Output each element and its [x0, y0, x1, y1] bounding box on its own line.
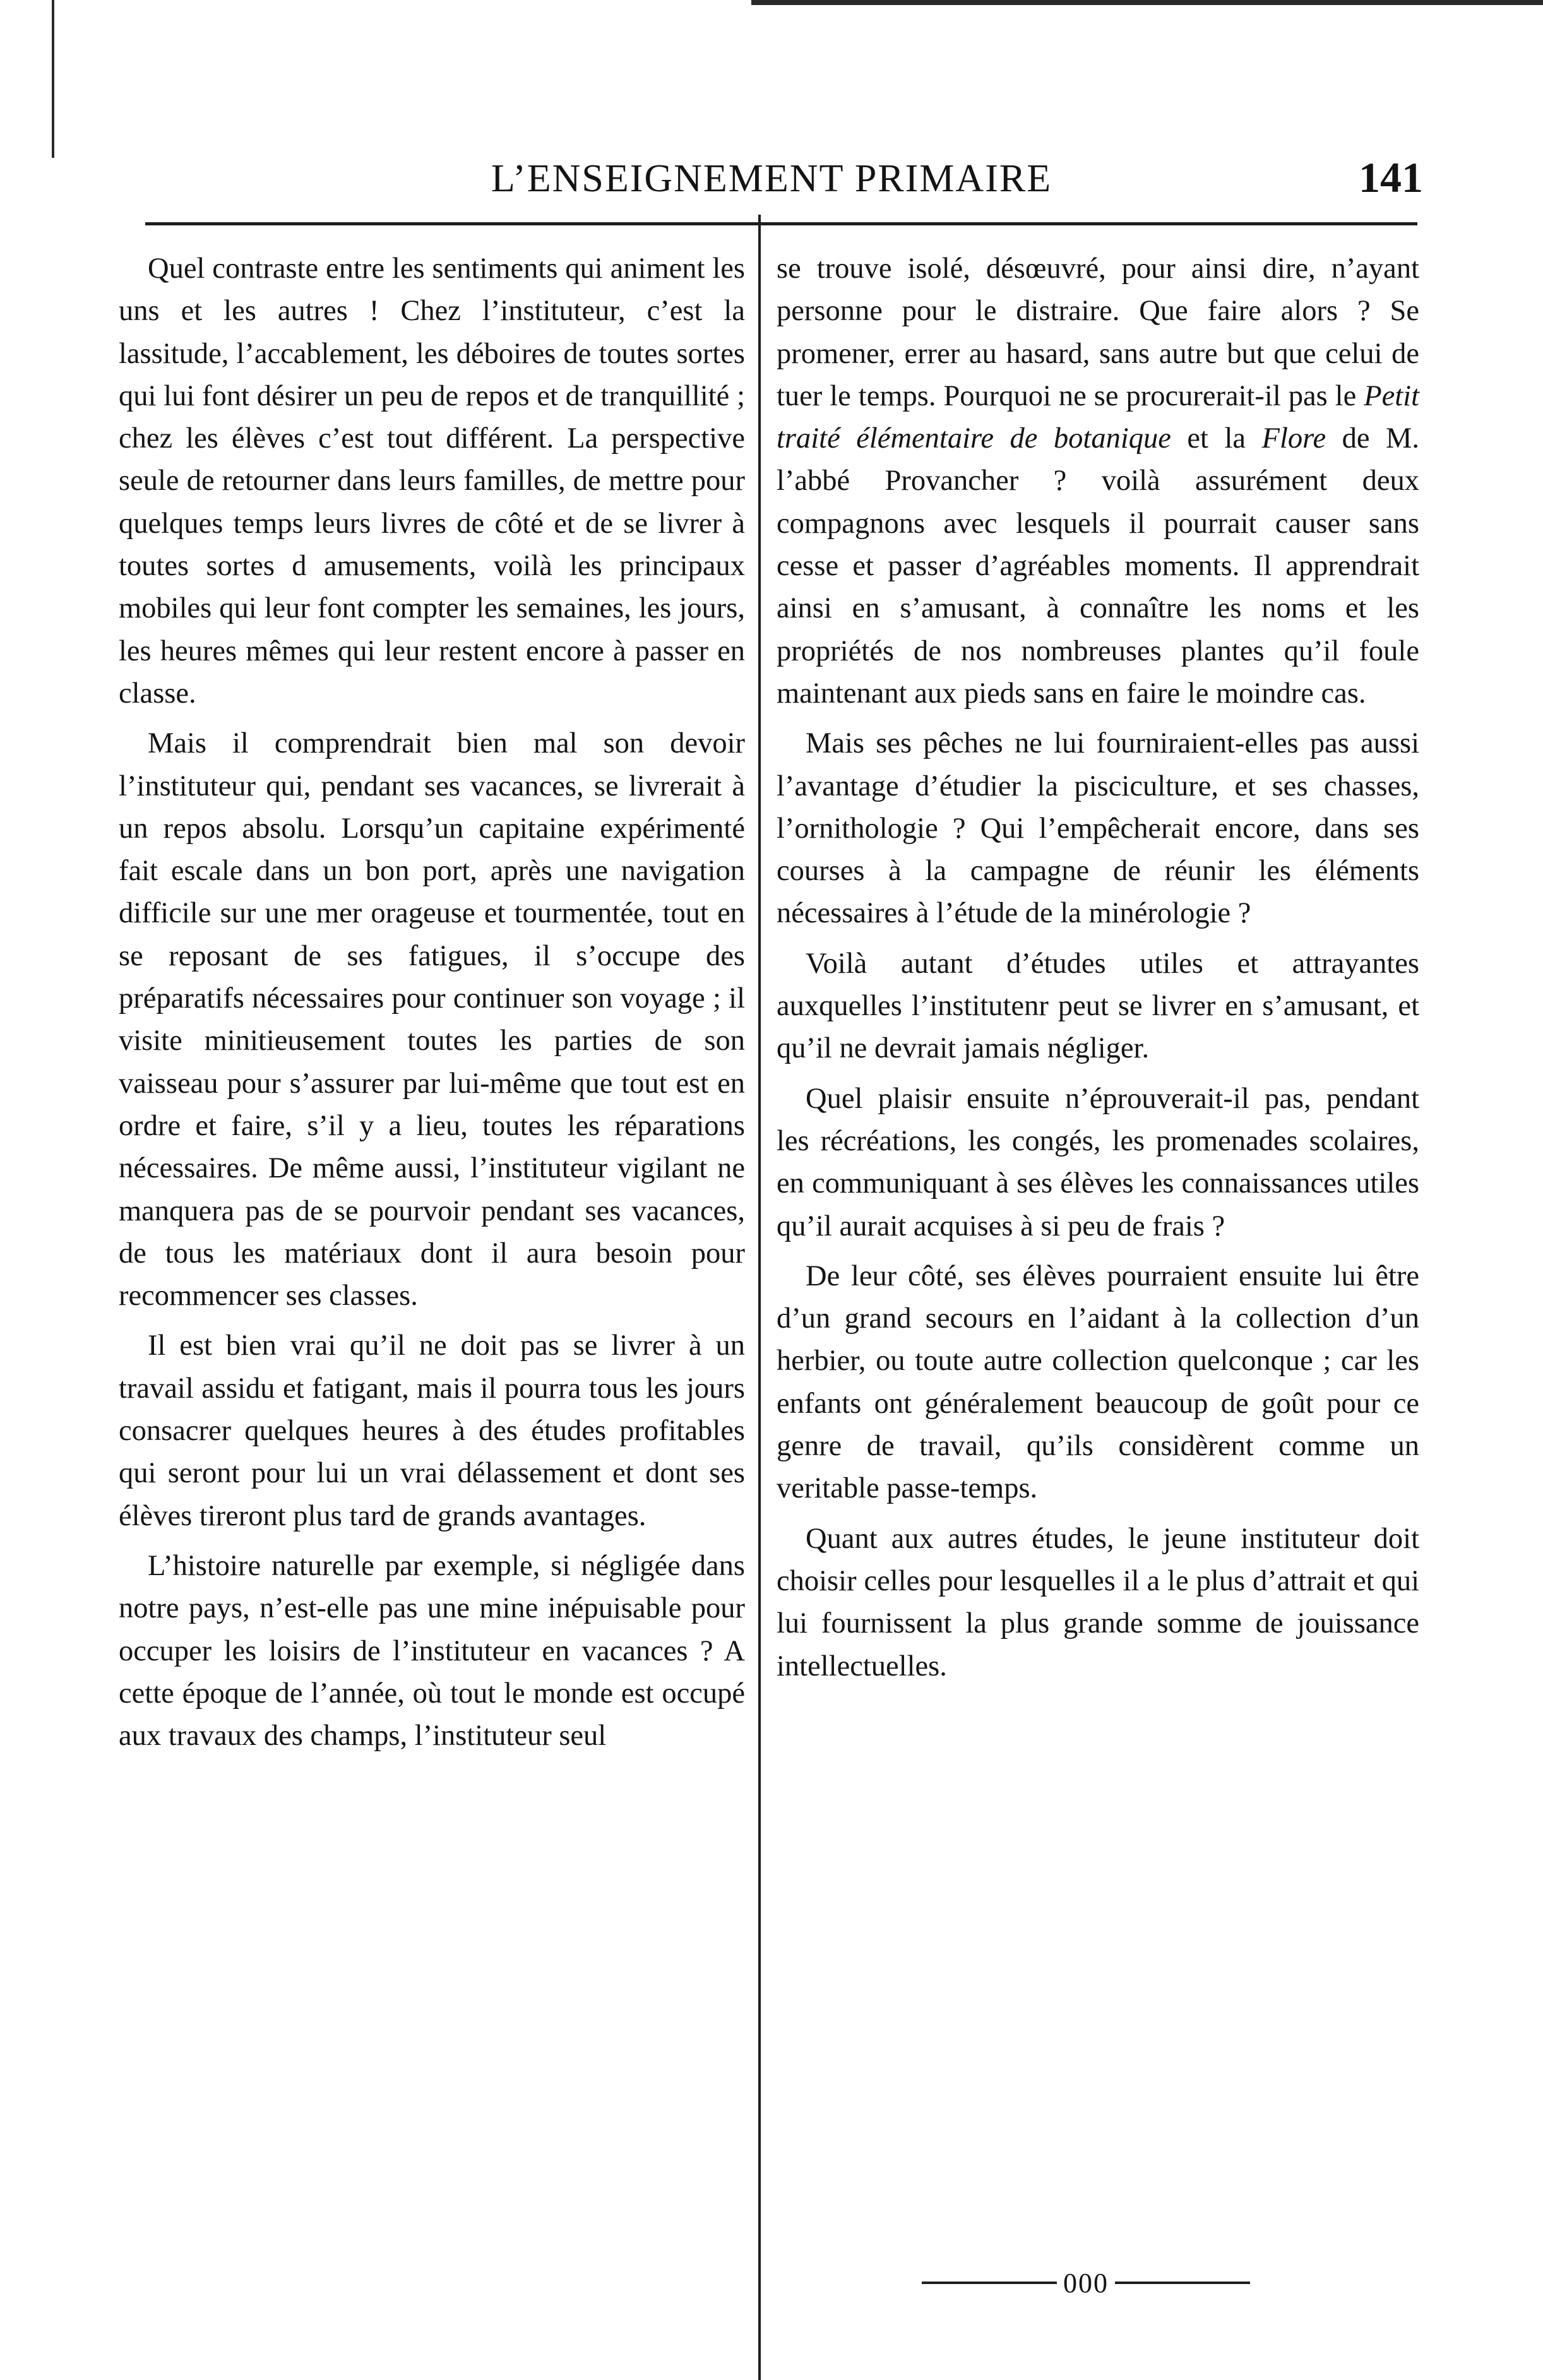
text-isolated: se trouve isolé, désœuvré, pour ainsi dire, n’ayant personne pour le distraire. Que faire alors ? Se promener, errer au hasard, sans autre but que celui de tuer le temps. Pourquoi ne se procurerait-il pas le	[777, 253, 1419, 412]
paragraph-studies: Il est bien vrai qu’il ne doit pas se livrer à un travail assidu et fatigant, mais il pourra tous les jours consacrer quelques heures à des études profitables qui seront pour lui un vrai délassement et dont ses élèves tireront plus tard de grands avantages.	[119, 1330, 745, 1532]
ornament-rule-left	[922, 2282, 1057, 2284]
paragraph-attractive-studies: Voilà autant d’études utiles et attrayantes auxquelles l’institutenr peut se livrer en s’amusant, et qu’il ne devrait jamais négliger.	[777, 947, 1419, 1065]
column-divider	[758, 215, 761, 2380]
top-edge-rule	[751, 0, 1543, 5]
paragraph-herbarium: De leur côté, ses élèves pourraient ensuite lui être d’un grand secours en l’aidant à la collection d’un herbier, ou toute autre collection quelconque ; car les enfants ont généralement beaucoup de goût pour ce genre de travail, qu’ils considèrent comme un veritable passe-temps.	[777, 1259, 1419, 1505]
end-ornament	[922, 2264, 1250, 2302]
book-title-flore: Flore	[1261, 422, 1326, 455]
page-number: 141	[1359, 153, 1423, 201]
paragraph-other-studies: Quant aux autres études, le jeune instituteur doit choisir celles pour lesquelles il a le plus d’attrait et qui lui fournissent la plus grande somme de jouissance intellectuelles.	[777, 1522, 1419, 1682]
paragraph-natural-history: L’histoire naturelle par exemple, si négligée dans notre pays, n’est-elle pas une mine inépuisable pour occuper les loisirs de l’instituteur en vacances ? A cette époque de l’année, où tout le monde est occupé aux travaux des champs, l’instituteur seul	[119, 1549, 745, 1752]
page-header	[0, 139, 1543, 208]
paragraph-pleasure: Quel plaisir ensuite n’éprouverait-il pas, pendant les récréations, les congés, les promenades scolaires, en communiquant à ses élèves les connaissances utiles qu’il aurait acquises à si peu de frais ?	[777, 1082, 1419, 1242]
ornament-text: 000	[1063, 2267, 1109, 2299]
running-title: L’ENSEIGNEMENT PRIMAIRE	[491, 157, 1052, 200]
book-title-petit-traite: Petit traité élémentaire de botanique	[777, 379, 1420, 455]
paragraph-captain: Mais il comprendrait bien mal son devoir l’instituteur qui, pendant ses vacances, se livrerait à un repos absolu. Lorsqu’un capitaine expérimenté fait escale dans un bon port, après une navigation difficile sur une mer orageuse et tourmentée, tout en se reposant de ses fatigues, il s’occupe des préparatifs nécessaires pour continuer son voyage ; il visite minitieusement toutes les parties de son vaisseau pour s’assurer par lui-même que tout est en ordre et faire, s’il y a lieu, toutes les réparations nécessaires. De même aussi, l’instituteur vigilant ne manquera pas de se pourvoir pendant ses vacances, de tous les matériaux dont il aura besoin pour recommencer ses classes.	[119, 727, 745, 1312]
right-column	[777, 247, 1419, 1687]
header-rule	[145, 222, 1417, 225]
paragraph-fishing: Mais ses pêches ne lui fourniraient-elles pas aussi l’avantage d’étudier la pisciculture, et ses chasses, l’ornithologie ? Qui l’empêcherait encore, dans ses courses à la campagne de réunir les éléments nécessaires à l’étude de la minérologie ?	[777, 727, 1419, 930]
text-and-the: et la	[1187, 422, 1246, 455]
text-provancher: de M. l’abbé Provancher ? voilà assurément deux compagnons avec lesquels il pourrait causer sans cesse et passer d’agréables moments. Il apprendrait ainsi en s’amusant, à connaître les noms et les propriétés de nos nombreuses plantes qu’il foule maintenant aux pieds sans en faire le moindre cas.	[777, 422, 1420, 710]
left-column	[119, 247, 745, 1757]
paragraph-natural-history-continued	[777, 247, 1419, 715]
ornament-rule-right	[1115, 2282, 1250, 2284]
paragraph-contrast: Quel contraste entre les sentiments qui animent les uns et les autres ! Chez l’instituteur, c’est la lassitude, l’accablement, les déboires de toutes sortes qui lui font désirer un peu de repos et de tranquillité ; chez les élèves c’est tout différent. La perspective seule de retourner dans leurs familles, de mettre pour quelques temps leurs livres de côté et de se livrer à toutes sortes d amusements, voilà les principaux mobiles qui leur font compter les semaines, les jours, les heures mêmes qui leur restent encore à passer en classe.	[119, 253, 745, 710]
left-edge-mark	[52, 0, 54, 158]
